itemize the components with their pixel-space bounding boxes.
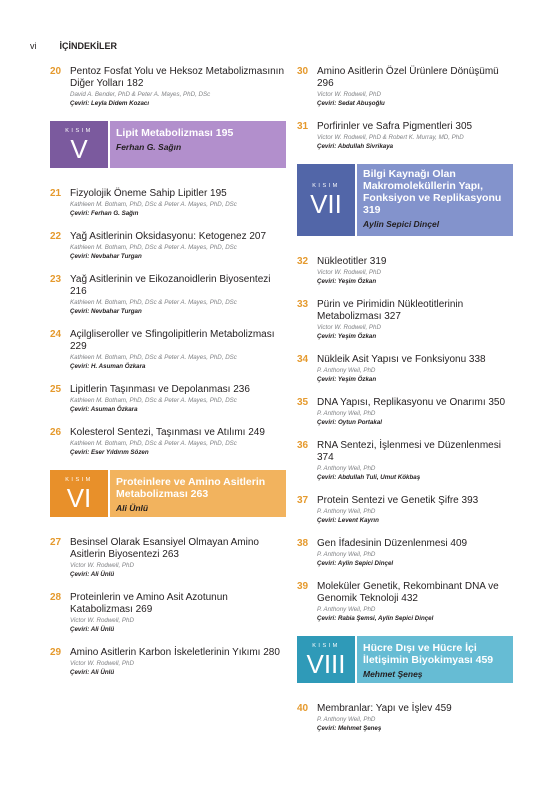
chapter-number: 40: [297, 703, 309, 714]
chapter-authors: Victor W. Rodwell, PhD: [317, 91, 381, 98]
toc-entry-25[interactable]: [50, 384, 286, 414]
chapter-translator: Çeviri: Ali Ünlü: [70, 571, 115, 578]
part-vii-banner[interactable]: [297, 164, 513, 236]
chapter-translator: Çeviri: Yeşim Özkan: [317, 278, 377, 285]
chapter-title: RNA Sentezi, İşlenmesi ve Düzenlenmesi 374: [317, 440, 501, 463]
chapter-title: Pürin ve Pirimidin Nükleotitlerinin Metabolizması 327: [317, 299, 464, 322]
chapter-authors: P. Anthony Weil, PhD: [317, 508, 376, 515]
part-badge: [50, 121, 108, 168]
chapter-number: 26: [50, 427, 62, 438]
toc-entry-30[interactable]: [297, 66, 513, 108]
part-editor: Ferhan G. Sağın: [116, 142, 182, 152]
chapter-authors: P. Anthony Weil, PhD: [317, 606, 376, 613]
toc-entry-20[interactable]: [50, 66, 286, 108]
chapter-title: Proteinlerin ve Amino Asit Azotunun Katabolizması 269: [70, 592, 228, 615]
chapter-title: Besinsel Olarak Esansiyel Olmayan Amino Asitlerin Biyosentezi 263: [70, 537, 259, 560]
part-label: KISIM: [312, 183, 340, 189]
chapter-translator: Çeviri: Asuman Özkara: [70, 406, 138, 413]
part-title: Hücre Dışı ve Hücre İçi İletişimin Biyokimyası 459: [363, 642, 494, 666]
chapter-number: 32: [297, 256, 309, 267]
chapter-authors: Kathleen M. Botham, PhD, DSc & Peter A. Mayes, PhD, DSc: [70, 201, 237, 208]
chapter-translator: Çeviri: Aylin Sepici Dinçel: [317, 560, 394, 567]
chapter-authors: P. Anthony Weil, PhD: [317, 465, 376, 472]
chapter-number: 28: [50, 592, 62, 603]
part-title-box: [357, 164, 513, 236]
chapter-authors: Kathleen M. Botham, PhD, DSc & Peter A. Mayes, PhD, DSc: [70, 299, 237, 306]
toc-entry-23[interactable]: [50, 274, 286, 316]
part-title: Bilgi Kaynağı Olan Makromoleküllerin Yapı, Fonksiyon ve Replikasyonu 319: [363, 168, 502, 216]
chapter-number: 20: [50, 66, 62, 77]
toc-entry-32[interactable]: [297, 256, 513, 286]
part-badge: [297, 164, 355, 236]
part-editor: Aylin Sepici Dinçel: [363, 219, 440, 229]
chapter-number: 31: [297, 121, 309, 132]
toc-entry-27[interactable]: [50, 537, 286, 579]
chapter-translator: Çeviri: Nevbahar Turgan: [70, 308, 142, 315]
chapter-title: DNA Yapısı, Replikasyonu ve Onarımı 350: [317, 397, 506, 408]
chapter-authors: P. Anthony Weil, PhD: [317, 716, 376, 723]
chapter-authors: Kathleen M. Botham, PhD, DSc & Peter A. Mayes, PhD, DSc: [70, 354, 237, 361]
chapter-authors: P. Anthony Weil, PhD: [317, 410, 376, 417]
chapter-title: Moleküler Genetik, Rekombinant DNA ve Genomik Teknoloji 432: [317, 581, 499, 604]
chapter-translator: Çeviri: Abdullah Sivrikaya: [317, 143, 394, 150]
chapter-translator: Çeviri: Nevbahar Turgan: [70, 253, 142, 260]
chapter-translator: Çeviri: Ali Ünlü: [70, 669, 115, 676]
part-label: KISIM: [312, 642, 340, 649]
part-title-box: [110, 470, 286, 517]
chapter-number: 39: [297, 581, 309, 592]
toc-entry-38[interactable]: [297, 538, 513, 568]
chapter-authors: Kathleen M. Botham, PhD, DSc & Peter A. Mayes, PhD, DSc: [70, 440, 237, 447]
chapter-title: Lipitlerin Taşınması ve Depolanması 236: [70, 384, 250, 395]
part-badge: [297, 636, 355, 683]
chapter-translator: Çeviri: H. Asuman Özkara: [70, 363, 146, 370]
part-roman-numeral: VIII: [306, 648, 346, 679]
chapter-authors: Victor W. Rodwell, PhD: [317, 269, 381, 276]
chapter-number: 23: [50, 274, 62, 285]
toc-right-column: [297, 66, 513, 746]
chapter-title: Porfirinler ve Safra Pigmentleri 305: [317, 121, 473, 132]
part-editor: Mehmet Şeneş: [363, 669, 423, 679]
chapter-translator: Çeviri: Sedat Abuşoğlu: [317, 100, 385, 107]
chapter-title: Yağ Asitlerinin Oksidasyonu: Ketogenez 207: [70, 231, 267, 242]
chapter-translator: Çeviri: Yeşim Özkan: [317, 376, 377, 383]
part-roman-numeral: VII: [310, 189, 342, 219]
toc-left-column: [50, 66, 286, 690]
chapter-authors: Victor W. Rodwell, PhD & Robert K. Murray, MD, PhD: [317, 134, 464, 141]
toc-entry-24[interactable]: [50, 329, 286, 371]
chapter-number: 30: [297, 66, 309, 77]
chapter-title: Gen İfadesinin Düzenlenmesi 409: [317, 538, 468, 549]
chapter-number: 24: [50, 329, 62, 340]
toc-entry-39[interactable]: [297, 581, 513, 623]
part-editor: Ali Ünlü: [116, 503, 149, 513]
toc-entry-21[interactable]: [50, 188, 286, 218]
chapter-translator: Çeviri: Yeşim Özkan: [317, 333, 377, 340]
toc-entry-33[interactable]: [297, 299, 513, 341]
chapter-number: 37: [297, 495, 309, 506]
toc-entry-35[interactable]: [297, 397, 513, 427]
chapter-translator: Çeviri: Levent Kayrın: [317, 517, 379, 524]
chapter-authors: Kathleen M. Botham, PhD, DSc & Peter A. Mayes, PhD, DSc: [70, 244, 237, 251]
chapter-title: Pentoz Fosfat Yolu ve Heksoz Metabolizmasının Diğer Yolları 182: [70, 66, 285, 89]
chapter-number: 36: [297, 440, 309, 451]
part-title-box: [110, 121, 286, 168]
chapter-translator: Çeviri: Eser Yıldırım Sözen: [70, 449, 149, 456]
chapter-number: 22: [50, 231, 62, 242]
toc-entry-26[interactable]: [50, 427, 286, 457]
chapter-authors: P. Anthony Weil, PhD: [317, 551, 376, 558]
toc-entry-22[interactable]: [50, 231, 286, 261]
chapter-translator: Çeviri: Ferhan G. Sağın: [70, 210, 139, 217]
toc-entry-31[interactable]: [297, 121, 513, 151]
toc-entry-37[interactable]: [297, 495, 513, 525]
part-title: Lipit Metabolizması 195: [116, 127, 234, 139]
chapter-number: 27: [50, 537, 62, 548]
part-title: Proteinlere ve Amino Asitlerin Metabolizması 263: [116, 476, 266, 500]
part-label: KISIM: [65, 127, 93, 134]
toc-entry-40[interactable]: [297, 703, 513, 733]
part-vi-banner[interactable]: [50, 470, 286, 517]
chapter-number: 21: [50, 188, 62, 199]
toc-entry-29[interactable]: [50, 647, 286, 677]
chapter-translator: Çeviri: Leyla Didem Kozacı: [70, 100, 150, 107]
toc-entry-34[interactable]: [297, 354, 513, 384]
chapter-number: 25: [50, 384, 62, 395]
page-number: vi: [30, 41, 37, 51]
chapter-title: Nükleik Asit Yapısı ve Fonksiyonu 338: [317, 354, 486, 365]
chapter-translator: Çeviri: Mehmet Şeneş: [317, 725, 382, 732]
chapter-number: 29: [50, 647, 62, 658]
chapter-number: 34: [297, 354, 309, 365]
chapter-title: Protein Sentezi ve Genetik Şifre 393: [317, 495, 479, 506]
part-v-banner[interactable]: [50, 121, 286, 168]
chapter-translator: Çeviri: Abdullah Tuli, Umut Kökbaş: [317, 474, 421, 481]
chapter-translator: Çeviri: Ali Ünlü: [70, 626, 115, 633]
chapter-title: Yağ Asitlerinin ve Eikozanoidlerin Biyosentezi 216: [70, 274, 271, 297]
chapter-title: Amino Asitlerin Karbon İskeletlerinin Yıkımı 280: [70, 647, 280, 658]
part-roman-numeral: V: [70, 133, 88, 164]
chapter-authors: Victor W. Rodwell, PhD: [70, 660, 134, 667]
chapter-title: Nükleotitler 319: [317, 256, 387, 267]
page-header-title: İÇİNDEKİLER: [59, 41, 118, 51]
chapter-authors: P. Anthony Weil, PhD: [317, 367, 376, 374]
part-viii-banner[interactable]: [297, 636, 513, 683]
chapter-number: 38: [297, 538, 309, 549]
toc-entry-28[interactable]: [50, 592, 286, 634]
chapter-number: 35: [297, 397, 309, 408]
chapter-authors: Victor W. Rodwell, PhD: [70, 562, 134, 569]
part-roman-numeral: VI: [66, 482, 92, 513]
page-header: [30, 41, 117, 51]
chapter-authors: Victor W. Rodwell, PhD: [317, 324, 381, 331]
part-badge: [50, 470, 108, 517]
part-label: KISIM: [65, 476, 93, 483]
chapter-title: Fizyolojik Öneme Sahip Lipitler 195: [70, 188, 227, 199]
chapter-authors: Victor W. Rodwell, PhD: [70, 617, 134, 624]
part-title-box: [357, 636, 513, 683]
chapter-translator: Çeviri: Oytun Portakal: [317, 419, 382, 426]
chapter-title: Membranlar: Yapı ve İşlev 459: [317, 703, 452, 714]
chapter-title: Kolesterol Sentezi, Taşınması ve Atılımı 249: [70, 427, 265, 438]
chapter-authors: Kathleen M. Botham, PhD, DSc & Peter A. Mayes, PhD, DSc: [70, 397, 237, 404]
chapter-number: 33: [297, 299, 309, 310]
toc-entry-36[interactable]: [297, 440, 513, 482]
chapter-title: Açilgliseroller ve Sfingolipitlerin Metabolizması 229: [70, 329, 275, 352]
chapter-title: Amino Asitlerin Özel Ürünlere Dönüşümü 296: [317, 66, 499, 89]
chapter-authors: David A. Bender, PhD & Peter A. Mayes, PhD, DSc: [70, 91, 211, 98]
chapter-translator: Çeviri: Rabia Şemsi, Aylin Sepici Dinçel: [317, 615, 434, 622]
